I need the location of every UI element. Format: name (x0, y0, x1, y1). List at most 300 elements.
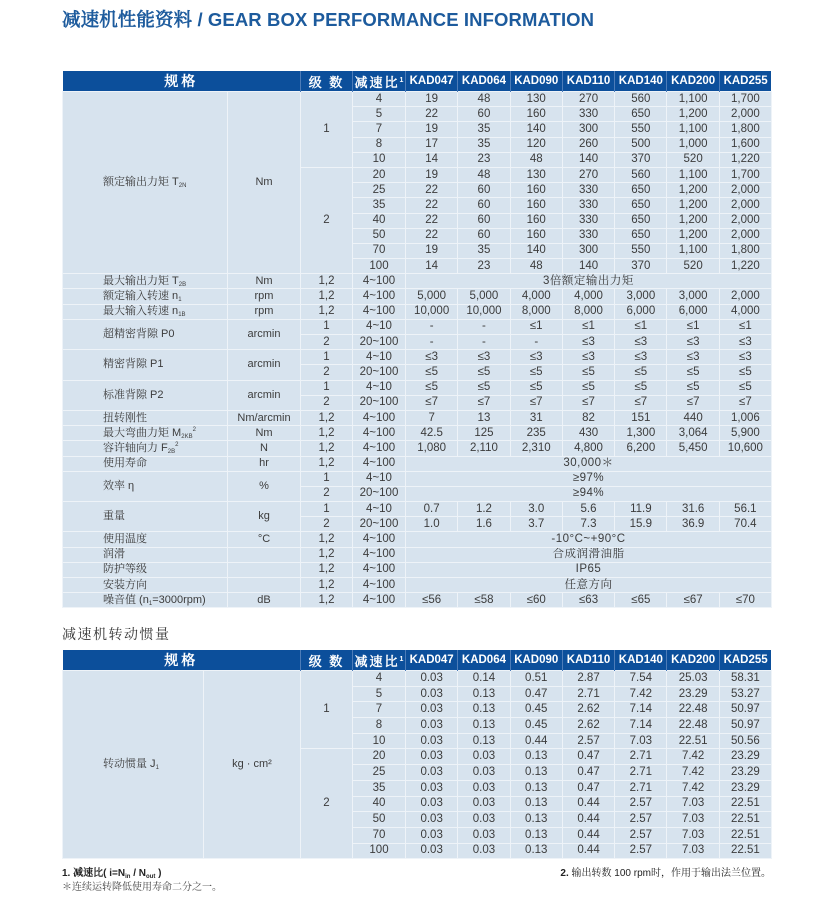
value-cell: 520 (667, 152, 719, 167)
value-cell: 2.71 (615, 749, 667, 765)
value-cell: 550 (615, 122, 667, 137)
row-label-text: 噪音值 (n (103, 593, 149, 606)
page-title: 减速机性能资料 / GEAR BOX PERFORMANCE INFORMATION (62, 9, 595, 30)
stage-cell: 1,2 (301, 532, 353, 547)
value-cell: 6,000 (615, 304, 667, 319)
value-cell: 22 (406, 198, 458, 213)
value-cell: 560 (615, 167, 667, 182)
ratio-cell: 8 (353, 718, 406, 734)
value-cell: 7.42 (667, 780, 719, 796)
value-cell: ≤7 (406, 395, 458, 410)
row-label-text: 最大弯曲力矩 M (103, 426, 182, 439)
value-cell: 430 (562, 426, 614, 441)
value-cell: 31.6 (667, 502, 719, 517)
row-label-text: 防护等级 (103, 563, 147, 576)
value-cell: 23.29 (719, 765, 771, 781)
row-label-cell (63, 410, 228, 425)
unit-cell: hr (228, 456, 301, 471)
row-label-text: 扭转刚性 (103, 411, 147, 424)
table-row (63, 578, 772, 593)
row-label-cell (63, 471, 228, 501)
value-cell: 0.44 (562, 812, 614, 828)
value-cell: 7.42 (667, 765, 719, 781)
value-cell: 0.13 (458, 718, 510, 734)
value-cell: 151 (615, 410, 667, 425)
stage-cell: 1,2 (301, 304, 353, 319)
value-cell: 5.6 (562, 502, 614, 517)
span-value-cell: -10°C~+90°C (406, 532, 772, 547)
value-cell: 7.14 (615, 718, 667, 734)
value-cell: 560 (615, 92, 667, 107)
ratio-cell: 20~100 (353, 486, 406, 501)
row-label-cell (63, 547, 228, 562)
value-cell: 1,200 (667, 198, 719, 213)
value-cell: 14 (406, 259, 458, 274)
value-cell: 70.4 (719, 517, 771, 532)
stage-cell: 1 (301, 92, 353, 168)
row-label-subscript: 1B (178, 312, 186, 319)
unit-cell: Nm/arcmin (228, 410, 301, 425)
unit-cell: dB (228, 593, 301, 608)
ratio-cell: 4~100 (353, 547, 406, 562)
value-cell: 48 (510, 152, 562, 167)
row-label-cell (63, 456, 228, 471)
value-cell: ≤70 (719, 593, 771, 608)
value-cell: 1.6 (458, 517, 510, 532)
header-model: KAD200 (667, 650, 719, 671)
span-value-cell: 任意方向 (406, 578, 772, 593)
row-label-text: 润滑 (103, 548, 125, 561)
table-row (63, 319, 772, 334)
value-cell: 440 (667, 410, 719, 425)
value-cell: ≤1 (562, 319, 614, 334)
value-cell: 2,000 (719, 183, 771, 198)
value-cell: 0.44 (562, 827, 614, 843)
value-cell: ≤3 (562, 335, 614, 350)
value-cell: 7.03 (667, 812, 719, 828)
value-cell: 11.9 (615, 502, 667, 517)
value-cell: 1,080 (406, 441, 458, 456)
unit-cell: Nm (228, 92, 301, 274)
value-cell: 5,000 (458, 289, 510, 304)
ratio-cell: 5 (353, 686, 406, 702)
value-cell: 2.57 (615, 812, 667, 828)
value-cell: 60 (458, 107, 510, 122)
value-cell: 7.14 (615, 702, 667, 718)
row-label-cell (63, 562, 228, 577)
value-cell: 0.13 (510, 812, 562, 828)
value-cell: 550 (615, 243, 667, 258)
value-cell: ≤7 (667, 395, 719, 410)
row-label-cell (63, 502, 228, 532)
footnote-text: 输出转数 100 rpm时，作用于输出法兰位置。 (568, 868, 771, 879)
ratio-cell: 4 (353, 671, 406, 687)
header-model: KAD140 (615, 71, 667, 92)
row-label-cell (63, 441, 228, 456)
value-cell: 8,000 (510, 304, 562, 319)
value-cell: 2,000 (719, 198, 771, 213)
header-model: KAD110 (562, 650, 614, 671)
value-cell: - (406, 335, 458, 350)
value-cell: 50.97 (719, 718, 771, 734)
header-ratio (353, 650, 406, 671)
ratio-cell: 40 (353, 213, 406, 228)
value-cell: ≤5 (510, 380, 562, 395)
value-cell: 330 (562, 213, 614, 228)
ratio-cell: 35 (353, 780, 406, 796)
table-row (63, 532, 772, 547)
value-cell: 4,000 (510, 289, 562, 304)
table-row (63, 671, 772, 687)
ratio-cell: 20 (353, 749, 406, 765)
value-cell: ≤3 (667, 350, 719, 365)
value-cell: ≤5 (562, 365, 614, 380)
unit-cell: Nm (228, 426, 301, 441)
table-header-row (63, 71, 772, 92)
footnote-text: ) (155, 868, 162, 879)
table-row (63, 456, 772, 471)
value-cell: ≤3 (406, 350, 458, 365)
value-cell: 120 (510, 137, 562, 152)
row-label-text: 安装方向 (103, 578, 147, 591)
value-cell: 2.62 (562, 702, 614, 718)
unit-cell: arcmin (228, 380, 301, 410)
value-cell: 6,200 (615, 441, 667, 456)
value-cell: ≤1 (615, 319, 667, 334)
value-cell: 60 (458, 213, 510, 228)
value-cell: 48 (458, 167, 510, 182)
stage-cell: 1 (301, 350, 353, 365)
value-cell: 140 (510, 243, 562, 258)
value-cell: 0.13 (510, 749, 562, 765)
ratio-cell: 4~100 (353, 578, 406, 593)
table-row (63, 426, 772, 441)
value-cell: ≤5 (458, 365, 510, 380)
row-label-text: 转动惯量 J (103, 758, 156, 771)
value-cell: ≤5 (406, 365, 458, 380)
ratio-cell: 100 (353, 259, 406, 274)
value-cell: 56.1 (719, 502, 771, 517)
table-row (63, 274, 772, 289)
row-label-tail: =3000rpm) (152, 593, 206, 606)
value-cell: 4,000 (719, 304, 771, 319)
row-label-text: 最大输入转速 n (103, 305, 179, 318)
value-cell: 1,200 (667, 213, 719, 228)
row-label-text: 额定输出力矩 T (103, 176, 179, 189)
stage-cell: 1,2 (301, 441, 353, 456)
value-cell: 0.03 (458, 827, 510, 843)
value-cell: 1,600 (719, 137, 771, 152)
header-model: KAD047 (406, 650, 458, 671)
row-label-cell (63, 578, 228, 593)
value-cell: 36.9 (667, 517, 719, 532)
value-cell: 0.47 (510, 686, 562, 702)
value-cell: 8,000 (562, 304, 614, 319)
value-cell: 23.29 (719, 780, 771, 796)
unit-cell: N (228, 441, 301, 456)
value-cell: 48 (510, 259, 562, 274)
value-cell: 140 (562, 152, 614, 167)
value-cell: 3,064 (667, 426, 719, 441)
value-cell: 140 (510, 122, 562, 137)
value-cell: ≤65 (615, 593, 667, 608)
value-cell: 0.14 (458, 671, 510, 687)
value-cell: ≤3 (510, 350, 562, 365)
value-cell: ≤3 (562, 350, 614, 365)
value-cell: 25.03 (667, 671, 719, 687)
span-value-cell: ≥94% (406, 486, 772, 501)
row-label-text: 标准背隙 P2 (103, 388, 164, 401)
value-cell: 125 (458, 426, 510, 441)
header-stage: 级 数 (301, 71, 353, 92)
table-row (63, 593, 772, 608)
value-cell: ≤3 (458, 350, 510, 365)
value-cell: 330 (562, 228, 614, 243)
value-cell: ≤5 (719, 380, 771, 395)
value-cell: 22.48 (667, 702, 719, 718)
value-cell: 130 (510, 92, 562, 107)
value-cell: 1,800 (719, 122, 771, 137)
value-cell: 2.71 (562, 686, 614, 702)
ratio-cell: 4~10 (353, 471, 406, 486)
value-cell: 2.87 (562, 671, 614, 687)
value-cell: 650 (615, 213, 667, 228)
footnote-service-life: ＊连续运转降低使用寿命二分之一。 (62, 882, 222, 893)
value-cell: ≤7 (719, 395, 771, 410)
footnote-subscript: in (125, 874, 131, 880)
value-cell: 0.47 (562, 765, 614, 781)
value-cell: 0.13 (510, 827, 562, 843)
row-label-subscript: 1 (148, 600, 153, 607)
header-spec: 规格 (63, 71, 301, 92)
value-cell: 0.44 (510, 733, 562, 749)
value-cell: 23.29 (667, 686, 719, 702)
stage-cell: 1,2 (301, 593, 353, 608)
stage-cell: 1,2 (301, 426, 353, 441)
stage-cell: 2 (301, 395, 353, 410)
ratio-cell: 20~100 (353, 395, 406, 410)
stage-cell: 1 (301, 671, 353, 749)
value-cell: 7.42 (615, 686, 667, 702)
value-cell: 13 (458, 410, 510, 425)
value-cell: ≤7 (510, 395, 562, 410)
value-cell: 0.03 (458, 749, 510, 765)
row-label-cell (63, 350, 228, 380)
ratio-cell: 50 (353, 812, 406, 828)
value-cell: 0.03 (406, 733, 458, 749)
inertia-table-body (63, 671, 772, 859)
value-cell: 3,000 (667, 289, 719, 304)
value-cell: 2,000 (719, 213, 771, 228)
ratio-cell: 4~10 (353, 502, 406, 517)
value-cell: 22.51 (719, 843, 771, 859)
header-ratio-footnote-mark: 1 (399, 655, 404, 663)
performance-table-body (63, 92, 772, 608)
value-cell: 31 (510, 410, 562, 425)
performance-table (62, 71, 772, 608)
value-cell: 35 (458, 243, 510, 258)
value-cell: 1,300 (615, 426, 667, 441)
unit-cell: °C (228, 532, 301, 547)
value-cell: 0.03 (406, 702, 458, 718)
value-cell: 0.03 (458, 843, 510, 859)
value-cell: ≤5 (562, 380, 614, 395)
ratio-cell: 4~100 (353, 441, 406, 456)
span-value-cell: IP65 (406, 562, 772, 577)
value-cell: ≤5 (667, 365, 719, 380)
stage-cell: 2 (301, 365, 353, 380)
value-cell: - (458, 335, 510, 350)
unit-cell: arcmin (228, 350, 301, 380)
value-cell: 7.03 (615, 733, 667, 749)
value-cell: 15.9 (615, 517, 667, 532)
ratio-cell: 100 (353, 843, 406, 859)
header-spec: 规格 (63, 650, 301, 671)
header-model: KAD110 (562, 71, 614, 92)
value-cell: 1,200 (667, 107, 719, 122)
stage-cell: 1 (301, 502, 353, 517)
value-cell: 0.03 (406, 671, 458, 687)
value-cell: 0.03 (406, 812, 458, 828)
value-cell: ≤5 (615, 380, 667, 395)
header-model: KAD064 (458, 650, 510, 671)
value-cell: 0.03 (406, 796, 458, 812)
row-label-text: 使用温度 (103, 533, 147, 546)
footnote-text: 1. 减速比( i=N (62, 868, 126, 879)
value-cell: 1,700 (719, 167, 771, 182)
row-label-cell (63, 274, 228, 289)
row-label-text: 最大输出力矩 T (103, 274, 179, 287)
header-ratio-label: 减速比 (354, 653, 400, 669)
value-cell: ≤7 (615, 395, 667, 410)
value-cell: 0.13 (458, 702, 510, 718)
value-cell: 82 (562, 410, 614, 425)
row-label-cell (63, 92, 228, 274)
ratio-cell: 5 (353, 107, 406, 122)
value-cell: 42.5 (406, 426, 458, 441)
value-cell: 0.03 (406, 827, 458, 843)
value-cell: 500 (615, 137, 667, 152)
value-cell: 0.13 (510, 796, 562, 812)
value-cell: 2,000 (719, 289, 771, 304)
value-cell: 0.47 (562, 780, 614, 796)
row-label-cell (63, 289, 228, 304)
value-cell: 1.0 (406, 517, 458, 532)
value-cell: 0.03 (406, 718, 458, 734)
ratio-cell: 25 (353, 765, 406, 781)
stage-cell: 2 (301, 749, 353, 859)
unit-cell: rpm (228, 304, 301, 319)
value-cell: 22 (406, 183, 458, 198)
ratio-cell: 7 (353, 122, 406, 137)
row-label-text: 容许轴向力 F (103, 441, 168, 454)
row-label-subscript: 2KB (181, 433, 193, 440)
ratio-cell: 4~10 (353, 350, 406, 365)
footnote-output-speed (560, 864, 771, 879)
ratio-cell: 25 (353, 183, 406, 198)
value-cell: 1,700 (719, 92, 771, 107)
value-cell: 0.44 (562, 843, 614, 859)
value-cell: 23.29 (719, 749, 771, 765)
unit-cell (228, 562, 301, 577)
value-cell: 0.13 (458, 686, 510, 702)
table-row (63, 92, 772, 107)
unit-cell (228, 547, 301, 562)
value-cell: 1,100 (667, 167, 719, 182)
row-label-cell (63, 304, 228, 319)
value-cell: 60 (458, 228, 510, 243)
ratio-cell: 4~100 (353, 593, 406, 608)
value-cell: 1,800 (719, 243, 771, 258)
value-cell: 19 (406, 122, 458, 137)
value-cell: 60 (458, 183, 510, 198)
value-cell: 0.03 (458, 780, 510, 796)
value-cell: 1,220 (719, 152, 771, 167)
unit-cell: arcmin (228, 319, 301, 349)
value-cell: ≤1 (667, 319, 719, 334)
stage-cell: 1 (301, 380, 353, 395)
header-model: KAD090 (510, 650, 562, 671)
row-label-footnote-mark: 2 (192, 426, 196, 433)
value-cell: 23 (458, 152, 510, 167)
value-cell: 10,600 (719, 441, 771, 456)
value-cell: 0.03 (406, 749, 458, 765)
ratio-cell: 10 (353, 733, 406, 749)
value-cell: ≤3 (719, 350, 771, 365)
unit-cell: % (228, 471, 301, 501)
unit-cell (228, 578, 301, 593)
value-cell: ≤1 (510, 319, 562, 334)
span-value-cell: ≥97% (406, 471, 772, 486)
footnote-text: / N (130, 868, 146, 879)
ratio-cell: 70 (353, 827, 406, 843)
span-value-cell: 合成润滑油脂 (406, 547, 772, 562)
value-cell: 3,000 (615, 289, 667, 304)
value-cell: ≤5 (406, 380, 458, 395)
value-cell: 520 (667, 259, 719, 274)
value-cell: 0.45 (510, 718, 562, 734)
row-label-subscript: 2B (178, 281, 187, 288)
row-label-subscript: 2B (167, 448, 176, 455)
row-label-text: 精密背隙 P1 (103, 358, 164, 371)
value-cell: 0.03 (406, 765, 458, 781)
ratio-cell: 4~100 (353, 532, 406, 547)
value-cell: 650 (615, 198, 667, 213)
value-cell: 235 (510, 426, 562, 441)
value-cell: 0.03 (406, 686, 458, 702)
value-cell: 2,000 (719, 228, 771, 243)
row-label-cell (63, 426, 228, 441)
value-cell: 650 (615, 228, 667, 243)
value-cell: 0.03 (458, 765, 510, 781)
header-model: KAD255 (719, 71, 771, 92)
value-cell: ≤3 (615, 335, 667, 350)
ratio-cell: 4~100 (353, 410, 406, 425)
row-label-footnote-mark: 2 (175, 441, 179, 448)
value-cell: 0.13 (510, 765, 562, 781)
value-cell: 330 (562, 107, 614, 122)
value-cell: 2.57 (615, 796, 667, 812)
value-cell: ≤1 (719, 319, 771, 334)
value-cell: 0.03 (406, 843, 458, 859)
value-cell: 300 (562, 122, 614, 137)
value-cell: 2,000 (719, 107, 771, 122)
header-model: KAD047 (406, 71, 458, 92)
value-cell: 0.13 (458, 733, 510, 749)
value-cell: 7.03 (667, 843, 719, 859)
value-cell: 0.03 (406, 780, 458, 796)
header-model: KAD255 (719, 650, 771, 671)
